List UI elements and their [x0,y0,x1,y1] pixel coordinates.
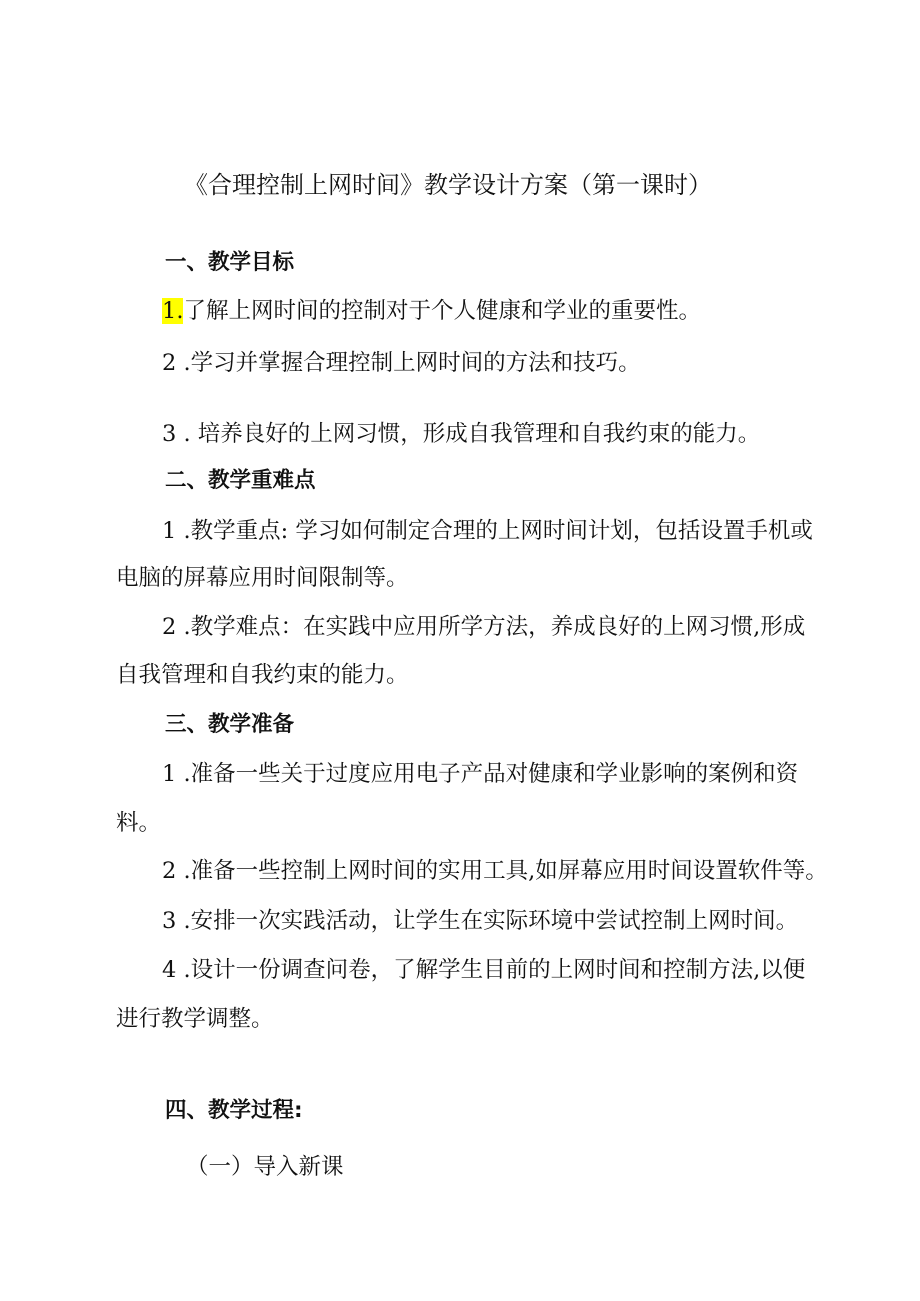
prep-item-2: 2 .准备一些控制上网时间的实用工具,如屏幕应用时间设置软件等。 [162,858,828,884]
section-heading-goals: 一、教学目标 [165,250,295,275]
goal-item-1 [162,300,701,323]
prep-item-4-line2: 进行教学调整。 [116,1006,274,1032]
prep-item-4-line1: 4 .设计一份调查问卷，了解学生目前的上网时间和控制方法,以便 [162,957,806,983]
prep-item-1-line2: 料。 [116,810,162,836]
process-subsection-1: （一）导入新课 [186,1154,344,1180]
document-title: 《合理控制上网时间》教学设计方案（第一课时） [184,171,712,199]
goal-item-2: 2 .学习并掌握合理控制上网时间的方法和技巧。 [162,350,641,376]
goal-item-1-number: 1. [162,298,184,324]
key-point-2-line1: 2 .教学难点：在实践中应用所学方法，养成良好的上网习惯,形成 [162,614,806,640]
prep-item-1-line1: 1 .准备一些关于过度应用电子产品对健康和学业影响的案例和资 [162,761,799,787]
section-heading-key-points: 二、教学重难点 [165,468,316,493]
key-point-2-line2: 自我管理和自我约束的能力。 [116,662,409,688]
section-heading-preparation: 三、教学准备 [165,712,295,737]
prep-item-3: 3 .安排一次实践活动，让学生在实际环境中尝试控制上网时间。 [162,908,799,934]
goal-item-3: 3 . 培养良好的上网习惯，形成自我管理和自我约束的能力。 [162,421,761,447]
key-point-1-line1: 1 .教学重点: 学习如何制定合理的上网时间计划，包括设置手机或 [162,518,813,544]
goal-item-1-text: 了解上网时间的控制对于个人健康和学业的重要性。 [183,298,701,324]
key-point-1-line2: 电脑的屏幕应用时间限制等。 [116,565,409,591]
section-heading-process: 四、教学过程: [165,1098,303,1123]
